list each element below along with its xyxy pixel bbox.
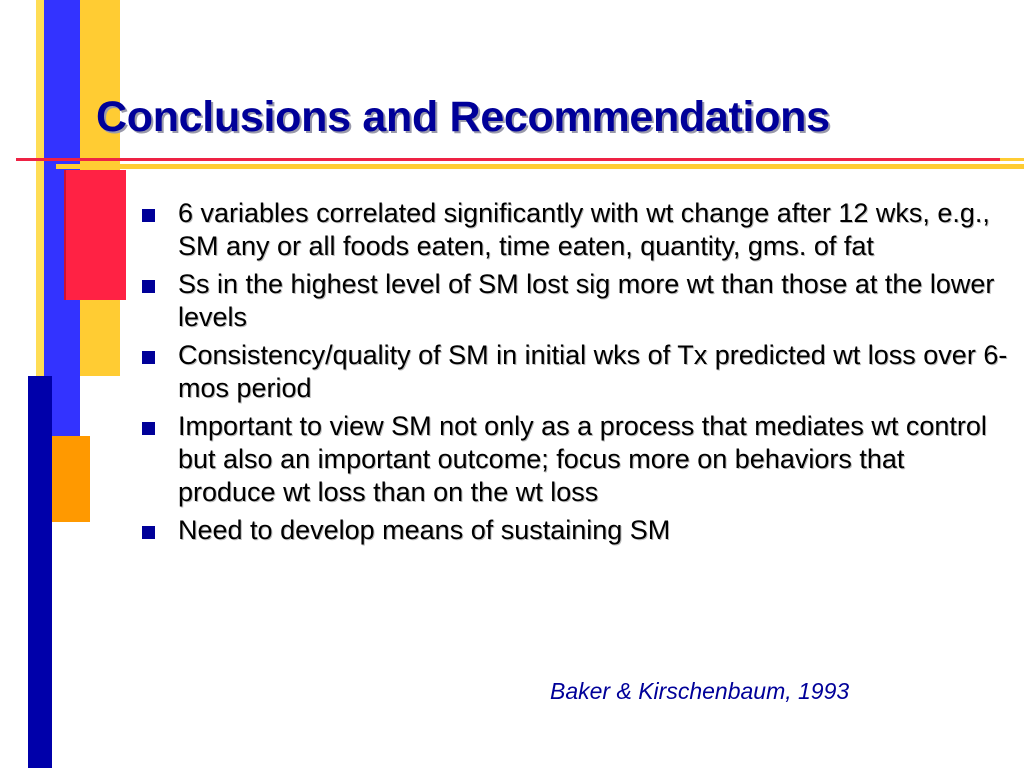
bullet-text: 6 variables correlated significantly with wt change after 12 wks, e.g., SM any or all foods eaten, time eaten, quantity, gms. of fat <box>178 198 990 261</box>
bullet-item <box>138 268 1008 334</box>
bullet-text: Important to view SM not only as a process that mediates wt control but also an important outcome; focus more on behaviors that produce wt loss than on the wt loss <box>178 411 987 507</box>
square-bullet-icon <box>142 351 155 364</box>
title-rule-yellow-end <box>1000 158 1024 161</box>
decorative-bar-red-edge <box>64 170 66 300</box>
bullet-item <box>138 514 1008 547</box>
square-bullet-icon <box>142 209 155 222</box>
square-bullet-icon <box>142 422 155 435</box>
bullet-item <box>138 339 1008 405</box>
bullet-list <box>138 197 1008 552</box>
decorative-bar-red <box>66 170 126 300</box>
decorative-bar-yellow-strip <box>36 0 44 376</box>
square-bullet-icon <box>142 280 155 293</box>
square-bullet-icon <box>142 526 155 539</box>
slide-title: Conclusions and Recommendations <box>96 93 830 141</box>
title-rule-yellow <box>56 164 1024 169</box>
bullet-text: Ss in the highest level of SM lost sig more wt than those at the lower levels <box>178 269 995 332</box>
decorative-bar-orange <box>48 436 90 522</box>
decorative-bar-navy <box>28 376 52 768</box>
title-rule-red <box>16 158 1000 161</box>
bullet-item <box>138 197 1008 263</box>
bullet-text: Consistency/quality of SM in initial wks of Tx predicted wt loss over 6-mos period <box>178 340 1008 403</box>
citation: Baker & Kirschenbaum, 1993 <box>550 678 850 704</box>
bullet-item <box>138 410 1008 509</box>
bullet-text: Need to develop means of sustaining SM <box>178 515 671 545</box>
